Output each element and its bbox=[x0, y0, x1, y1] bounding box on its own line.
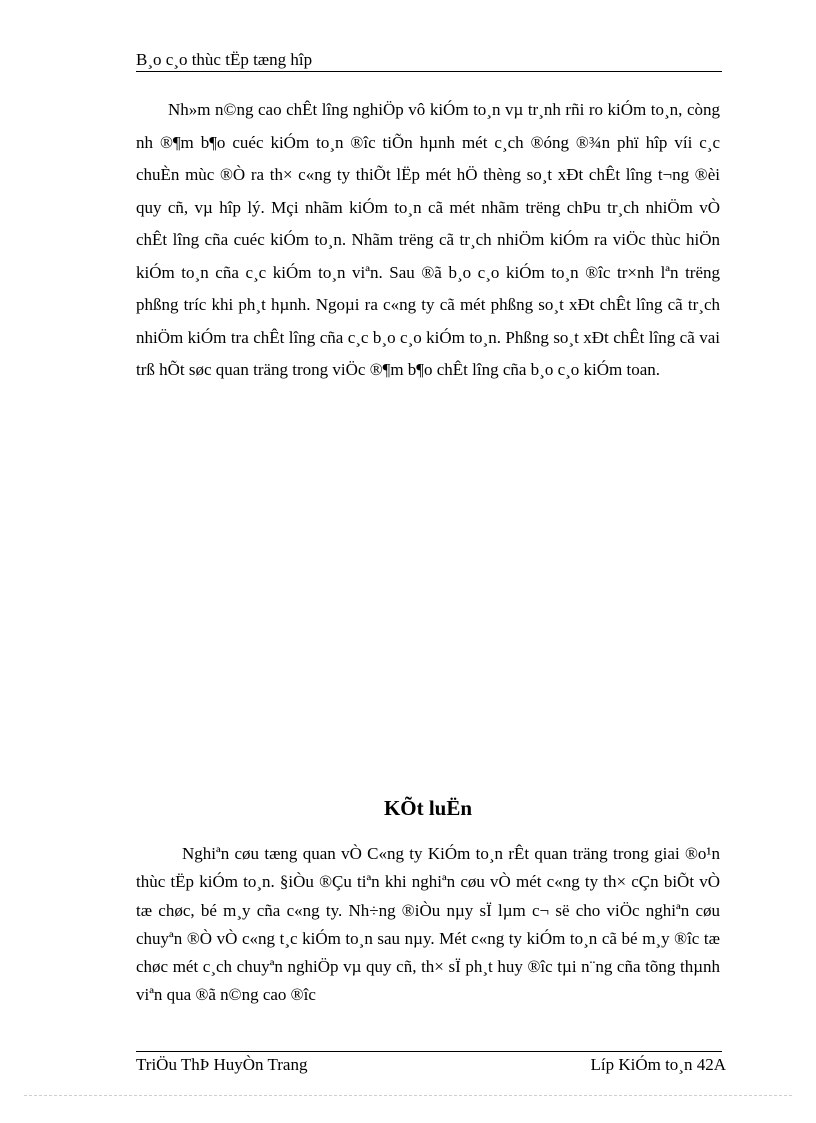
body-paragraph-1: Nh»m n©ng cao chÊt lîng nghiÖp vô kiÓm to¸n vµ tr¸nh rñi ro kiÓm to¸n, còng nh ®¶m b¶o cuéc kiÓm to¸n ®îc tiÕn hµnh mét c¸ch ®óng ®¾n phï hîp víi c¸c chuÈn mùc ®Ò ra th× c«ng ty thiÕt lËp mét hÖ thèng so¸t xÐt chÊt lîng t¬ng ®èi quy cñ, vµ hîp lý. Mçi nhãm kiÓm to¸n cã mét nhãm trëng chÞu tr¸ch nhiÖm vÒ chÊt lîng cña cuéc kiÓm to¸n. Nhãm trëng cã tr¸ch nhiÖm kiÓm ra viÖc thùc hiÖn kiÓm to¸n cña c¸c kiÓm to¸n viªn. Sau ®ã b¸o c¸o kiÓm to¸n ®îc tr×nh lªn trëng phßng tríc khi ph¸t hµnh. Ngoµi ra c«ng ty cã mét phßng so¸t xÐt chÊt lîng cã tr¸ch nhiÖm kiÓm tra chÊt lîng cña c¸c b¸o c¸o kiÓm to¸n. Phßng so¸t xÐt chÊt lîng cã vai trß hÕt søc quan träng trong viÖc ®¶m b¶o chÊt lîng cña b¸o c¸o kiÓm toan. bbox=[136, 100, 720, 379]
page-bottom-edge bbox=[24, 1095, 792, 1096]
header-divider bbox=[136, 71, 722, 72]
section-heading-conclusion: KÕt luËn bbox=[383, 796, 473, 820]
footer-author: TriÖu ThÞ HuyÒn Trang bbox=[136, 1055, 308, 1074]
footer-divider bbox=[136, 1051, 722, 1052]
body-paragraph-2: Nghiªn cøu tæng quan vÒ C«ng ty KiÓm to¸n rÊt quan träng trong giai ®o¹n thùc tËp kiÓm to¸n. §iÒu ®Çu tiªn khi nghiªn cøu vÒ mét c«ng ty th× cÇn biÕt vÒ tæ chøc, bé m¸y cña c«ng ty. Nh÷ng ®iÒu nµy sÏ lµm c¬ së cho viÖc nghiªn cøu chuyªn ®Ò vÒ c«ng t¸c kiÓm to¸n sau nµy. Mét c«ng ty kiÓm to¸n cã bé m¸y ®îc tæ chøc mét c¸ch chuyªn nghiÖp vµ quy cñ, th× sÏ ph¸t huy ®îc tµi n¨ng cña tõng thµnh viªn qua ®ã n©ng cao ®îc bbox=[136, 844, 720, 1005]
footer-class: Líp KiÓm to¸n 42A bbox=[590, 1055, 726, 1074]
running-header-title: B¸o c¸o thùc tËp tæng hîp bbox=[136, 50, 313, 69]
